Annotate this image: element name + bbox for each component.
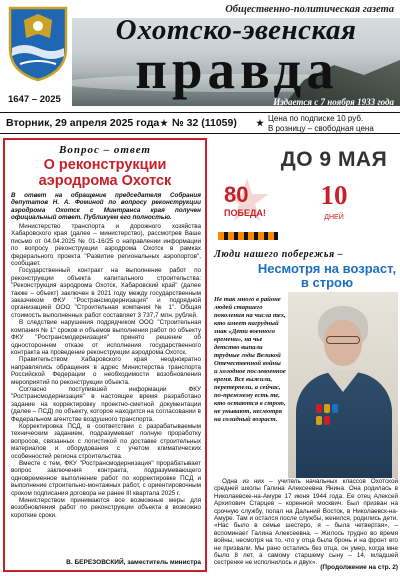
countdown-days-number: 10 bbox=[320, 180, 348, 210]
article-paragraph: Правительством Хабаровского края неоднократно направлялись обращения в адрес Министерства транспорта Российской Федерации о необходимости возобновления мероприятий по реконструкции объекта. bbox=[11, 356, 201, 386]
article-intro: Не так много в районе людей старшего поколения на числа тех, кто имеет нагрудный знак «Дети военного времени», на чье детство выпали трудные годы Великой Отечественной войны и холодное послевоенное время. Все выжили, перетерпели, а сейчас, по-прежнему есть те, кто остаются в строю, не унывают, несмотря на солидный возраст. bbox=[214, 296, 286, 423]
article-body bbox=[214, 478, 398, 567]
article-headline: О реконструкции аэродрома Охотск bbox=[38, 157, 172, 189]
issue-date: Вторник, 29 апреля 2025 года bbox=[6, 117, 160, 129]
article-paragraph: Государственный контракт на выполнение работ по реконструкции объекта капитального строительства: "Реконструкция аэродрома Охотск, Хабаровский край" (далее также – объект) заключен в 2021 году между государственным заказчиком ФКУ "Ространсмодернизация" и подрядной организацией ООО "Строительная компания № 1". Общая стоимость выполненных работ составляет 3 737,7 млн. рублей. bbox=[11, 267, 201, 319]
article-paragraph: Министерство транспорта и дорожного хозяйства Хабаровского края (далее – министерство), рассмотрев Ваше письмо от 04.04.2025 № 01-16/25 о направлении информации по вопросу реконструкции аэродрома Охотск в рамках федерального проекта "Развитие региональных аэропортов", сообщает. bbox=[11, 223, 201, 268]
newspaper-tagline: Общественно-политическая газета bbox=[225, 4, 394, 15]
article-paragraph: Согласно поступившей информации ФКУ "Ространсмодернизация" в настоящее время разработано задание на корректировку проектно-сметной документации (далее – ПСД) по объекту, которое находится на согласовании в Федеральном агентстве воздушного транспорта. bbox=[11, 385, 201, 423]
price-retail: В розницу – свободная цена bbox=[268, 123, 374, 133]
countdown-title: ДО 9 МАЯ bbox=[280, 148, 388, 171]
victory-80-badge: 80 bbox=[224, 182, 249, 207]
star-icon bbox=[160, 119, 168, 127]
article-lead: В ответ на обращение председателя Собрания депутатов Н. А. Фоминой по вопросу реконструкции аэродрома Охотск с Минтранса края получен официальный ответ. Публикуем его полностью. bbox=[11, 192, 201, 222]
masthead-title-line1: Охотско-эвенская bbox=[115, 14, 357, 46]
masthead-title-line2: правда bbox=[135, 39, 339, 100]
price-info bbox=[268, 114, 374, 133]
article-author: В. БЕРЕЗОВСКИЙ, заместитель министра bbox=[66, 559, 201, 566]
portrait-photo bbox=[288, 292, 398, 478]
article-paragraph: Одна из них – учитель начальных классов Охотской средней школы Галина Алексеевна Янина. Она родилась в Николаевске-на-Амуре 17 июня 1944 года. Ее отец Алексей Архипович Старцев – коренной москвич. Был призван на срочную службу, попал на Дальний Восток, в Николаевск-на-Амуре. Там и остался после службы, женился, родились дети. «Нас было в семье шестеро, я – была четвертая», – вспоминает Галина Алексеевна. – Жилось трудно во время войны, несмотря на то, что у отца была бронь и на фронт его не призвали. Мы рано остались без отца, он умер, когда мне было 8 лет, а самому старшему сыну – 14, младшей сестренке не исполнилось и двух». bbox=[214, 478, 398, 567]
years-label: 1647 – 2025 bbox=[8, 94, 61, 105]
article-paragraph: В следствие нарушения подрядчиком ООО "Строительная компания № 1" сроков и объемов выполнения работ по объекту ФКУ "Ространсмодернизация" принято решение об одностороннем отказе от исполнения государственного контракта на проведение реконструкции аэродрома Охотск. bbox=[11, 319, 201, 356]
article-paragraph: Вместе с тем, ФКУ "Ространсмодернизация" прорабатывает вопрос заключения контракта, подразумевающего одновременное выполнение работ по корректировке ПСД и выполнение строительно-монтажных работ, с ориентировочным сроком подписания договора не ранее III квартала 2025 г. bbox=[11, 460, 201, 497]
star-icon bbox=[256, 119, 264, 127]
coat-of-arms-icon bbox=[6, 4, 70, 82]
masthead bbox=[0, 0, 400, 112]
article-body bbox=[11, 223, 201, 519]
price-subscription: Цена по подписке 10 руб. bbox=[268, 114, 364, 123]
article-headline: Несмотря на возраст, в строю bbox=[257, 261, 397, 290]
issue-info-bar bbox=[0, 112, 400, 134]
article-paragraph: Министерством принимаются все возможные меры для возобновления работ по реконструкции объекта в возможно короткие сроки. bbox=[11, 497, 201, 519]
article-paragraph: Корректировка ПСД, в соответствии с разрабатываемым техническим заданием, подразумевает полную проработку вопросов, связанных с логистикой по доставке строительных материалов и оборудования с учетом климатических особенностей региона строительства. bbox=[11, 422, 201, 460]
article-airport bbox=[3, 138, 207, 572]
article-rubric: Люди нашего побережья – bbox=[214, 249, 344, 260]
issue-number: № 32 (11059) bbox=[172, 117, 237, 129]
founded-label: Издается с 7 ноября 1933 года bbox=[273, 97, 394, 107]
st-george-ribbon-icon bbox=[218, 232, 278, 240]
article-rubric: Вопрос – ответ bbox=[59, 144, 151, 156]
continued-label: (Продолжение на стр. 2) bbox=[320, 564, 398, 571]
countdown-days-label: ДНЕЙ bbox=[324, 214, 344, 221]
victory-badge-text: ПОБЕДА! bbox=[224, 208, 266, 218]
victory-countdown-banner bbox=[212, 138, 398, 244]
